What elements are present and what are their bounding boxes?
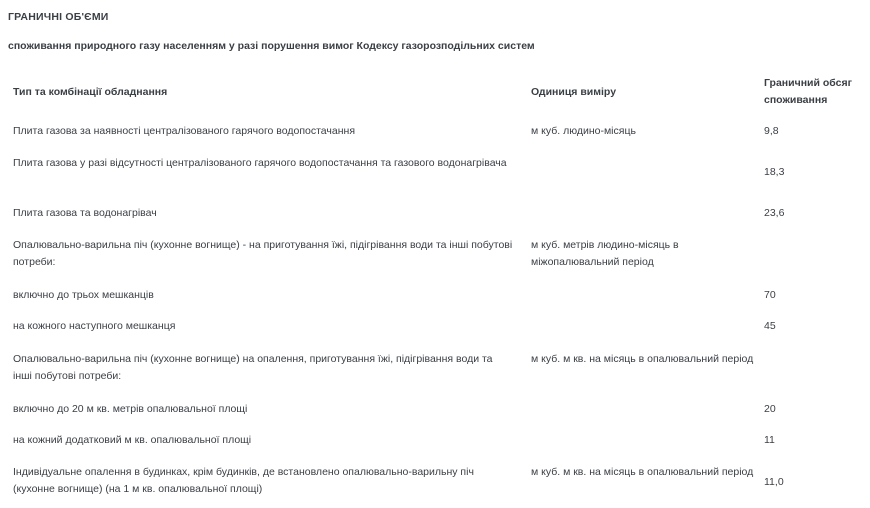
cell-unit: м куб. м кв. на місяць в опалювальний період (531, 353, 754, 365)
cell-type: на кожний додатковий м кв. опалювальної площі (13, 434, 252, 446)
cell-limit: 18,3 (764, 166, 785, 178)
cell-limit: 9,8 (764, 125, 779, 137)
column-header-limit: Граничний обсяг споживання (764, 77, 852, 106)
cell-limit: 23,6 (764, 207, 785, 219)
cell-unit: м куб. метрів людино-місяць в міжопалювальний період (531, 239, 679, 268)
page-subtitle: споживання природного газу населенням у разі порушення вимог Кодексу газорозподільних систем (8, 40, 535, 52)
cell-limit: 11,0 (764, 476, 784, 488)
cell-type: Опалювально-варильна піч (кухонне вогнище) на опалення, приготування їжі, підігрівання води та інші побутові потреби: (13, 353, 493, 382)
cell-unit: м куб. людино-місяць (531, 125, 636, 137)
cell-type: Плита газова у разі відсутності централізованого гарячого водопостачання та газового водонагрівача (13, 157, 507, 169)
page-title: ГРАНИЧНІ ОБ'ЄМИ (8, 11, 109, 23)
cell-limit: 70 (764, 289, 776, 301)
cell-type: включно до 20 м кв. метрів опалювальної площі (13, 403, 248, 415)
cell-unit: м куб. м кв. на місяць в опалювальний період (531, 466, 754, 478)
cell-type: Опалювально-варильна піч (кухонне вогнище) - на приготування їжі, підігрівання води та інші побутові потреби: (13, 239, 513, 268)
cell-type: Індивідуальне опалення в будинках, крім будинків, де встановлено опалювально-варильну піч (кухонне вогнище) (на 1 м кв. опалювальної площі) (13, 466, 474, 495)
cell-type: Плита газова та водонагрівач (13, 207, 157, 219)
cell-type: включно до трьох мешканців (13, 289, 154, 301)
cell-type: на кожного наступного мешканця (13, 320, 176, 332)
column-header-unit: Одиниця виміру (531, 86, 617, 98)
cell-limit: 20 (764, 403, 776, 415)
cell-limit: 45 (764, 320, 776, 332)
column-header-type: Тип та комбінації обладнання (13, 86, 168, 98)
cell-type: Плита газова за наявності централізованого гарячого водопостачання (13, 125, 356, 137)
cell-limit: 11 (764, 434, 775, 446)
